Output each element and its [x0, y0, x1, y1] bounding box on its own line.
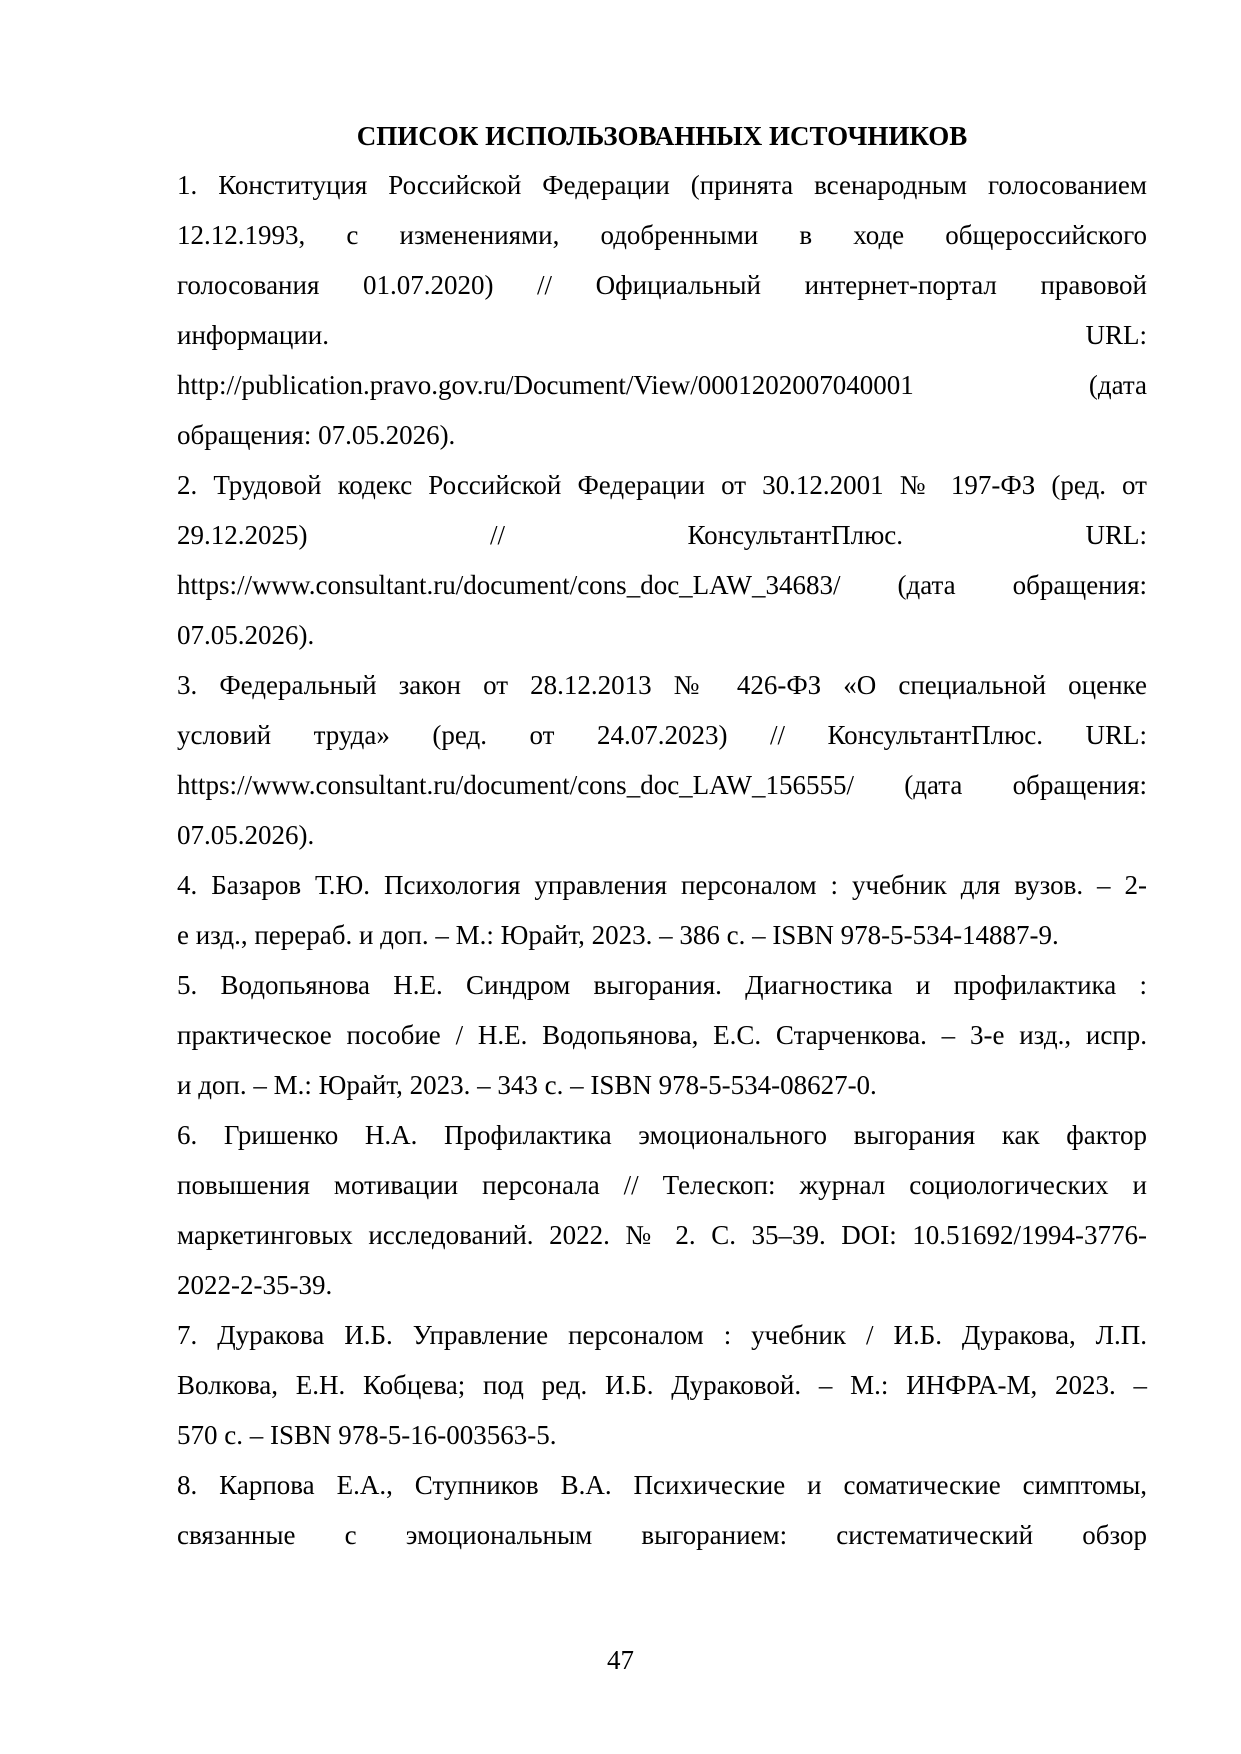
reference-line: условий труда» (ред. от 24.07.2023) // КонсультантПлюс. URL: — [177, 720, 1147, 750]
reference-line: 07.05.2026). — [177, 620, 315, 650]
reference-line: связанные с эмоциональным выгоранием: систематический обзор — [177, 1520, 1147, 1550]
reference-line: 7. Дуракова И.Б. Управление персоналом : учебник / И.Б. Дуракова, Л.П. — [177, 1320, 1147, 1350]
reference-item — [177, 160, 1147, 460]
reference-line: маркетинговых исследований. 2022. № 2. С. 35–39. DOI: 10.51692/1994-3776- — [177, 1220, 1147, 1250]
reference-line: 12.12.1993, с изменениями, одобренными в ходе общероссийского — [177, 220, 1147, 250]
page-number: 47 — [607, 1645, 634, 1675]
reference-item — [177, 1310, 1147, 1460]
reference-item — [177, 960, 1147, 1110]
reference-line: 570 с. – ISBN 978-5-16-003563-5. — [177, 1420, 557, 1450]
reference-line: информации. URL: — [177, 320, 1147, 350]
page-title: СПИСОК ИСПОЛЬЗОВАННЫХ ИСТОЧНИКОВ — [356, 121, 968, 151]
reference-line: 2. Трудовой кодекс Российской Федерации от 30.12.2001 № 197-ФЗ (ред. от — [177, 470, 1147, 500]
reference-line: повышения мотивации персонала // Телескоп: журнал социологических и — [177, 1170, 1147, 1200]
reference-item — [177, 860, 1147, 960]
reference-line: е изд., перераб. и доп. – М.: Юрайт, 2023. – 386 с. – ISBN 978-5-534-14887-9. — [177, 920, 1059, 950]
reference-line: и доп. – М.: Юрайт, 2023. – 343 с. – ISBN 978-5-534-08627-0. — [177, 1070, 877, 1100]
reference-line: 07.05.2026). — [177, 820, 315, 850]
reference-line: 1. Конституция Российской Федерации (принята всенародным голосованием — [177, 170, 1147, 200]
reference-line: 5. Водопьянова Н.Е. Синдром выгорания. Диагностика и профилактика : — [177, 970, 1147, 1000]
reference-line: 4. Базаров Т.Ю. Психология управления персоналом : учебник для вузов. – 2- — [177, 870, 1147, 900]
reference-item — [177, 660, 1147, 860]
reference-line: голосования 01.07.2020) // Официальный интернет-портал правовой — [177, 270, 1147, 300]
reference-list — [177, 160, 1147, 1560]
reference-item — [177, 460, 1147, 660]
reference-line: обращения: 07.05.2026). — [177, 420, 456, 450]
reference-item — [177, 1110, 1147, 1310]
reference-item — [177, 1460, 1147, 1560]
reference-line: 3. Федеральный закон от 28.12.2013 № 426-ФЗ «О специальной оценке — [177, 670, 1147, 700]
reference-line: 2022-2-35-39. — [177, 1270, 333, 1300]
reference-line: 29.12.2025) // КонсультантПлюс. URL: — [177, 520, 1147, 550]
reference-line: Волкова, Е.Н. Кобцева; под ред. И.Б. Дураковой. – М.: ИНФРА-М, 2023. – — [177, 1370, 1147, 1400]
reference-line: https://www.consultant.ru/document/cons_doc_LAW_156555/ (дата обращения: — [177, 770, 1147, 800]
reference-line: практическое пособие / Н.Е. Водопьянова, Е.С. Старченкова. – 3-е изд., испр. — [177, 1020, 1147, 1050]
reference-line: 6. Гришенко Н.А. Профилактика эмоционального выгорания как фактор — [177, 1120, 1147, 1150]
reference-line: 8. Карпова Е.А., Ступников В.А. Психические и соматические симптомы, — [177, 1470, 1147, 1500]
reference-line: http://publication.pravo.gov.ru/Document/View/0001202007040001 (дата — [177, 370, 1147, 400]
reference-line: https://www.consultant.ru/document/cons_doc_LAW_34683/ (дата обращения: — [177, 570, 1147, 600]
